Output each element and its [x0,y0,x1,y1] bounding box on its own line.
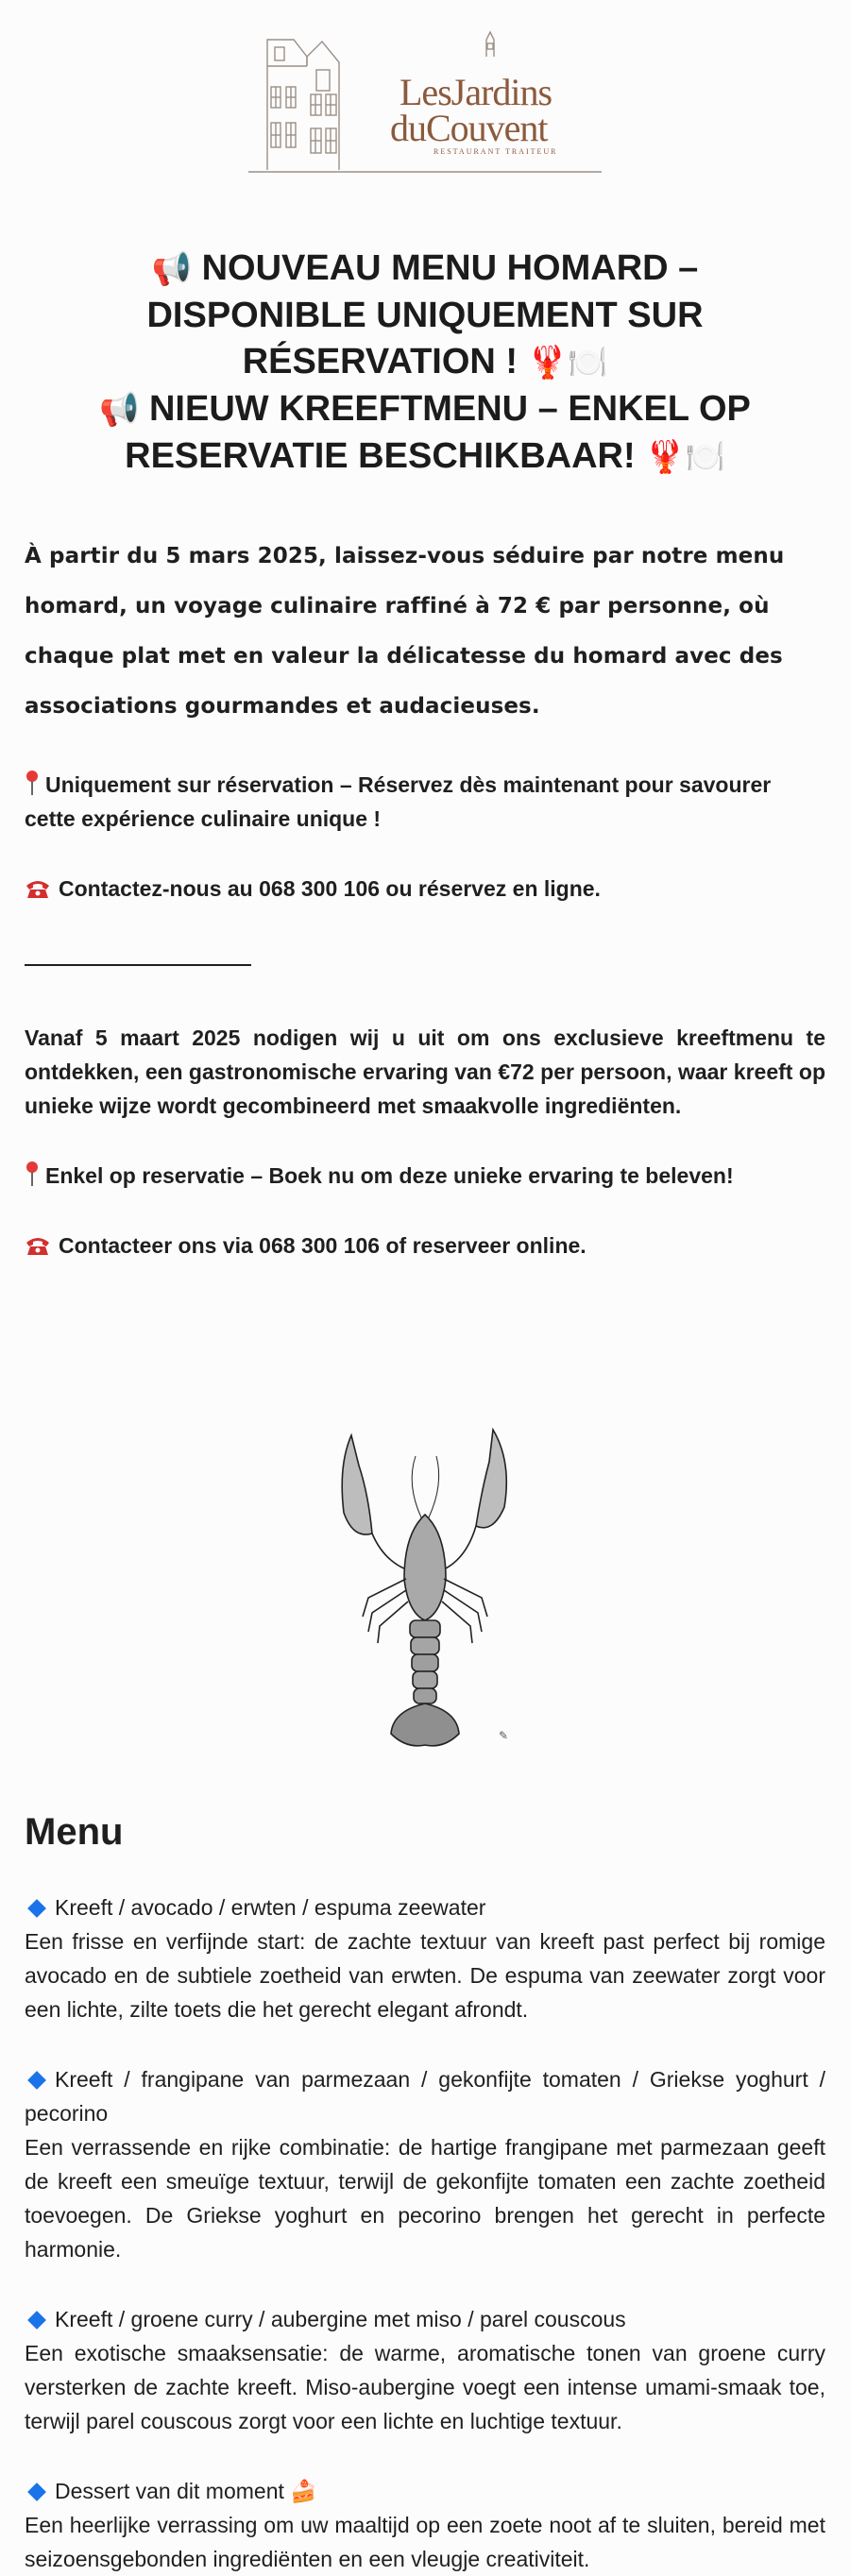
intro-nl: Vanaf 5 maart 2025 nodigen wij u uit om ons exclusieve kreeftmenu te ontdekken, een gastronomische ervaring van €72 per persoon, waar kreeft op unieke wijze wordt gecombineerd met smaakvolle ingrediënten. [25,1025,825,1118]
page-headline [62,246,788,481]
reservation-fr [25,768,825,836]
blue-diamond-icon [27,2311,46,2330]
blue-diamond-icon [27,2483,46,2501]
contact-fr [25,872,825,906]
pin-icon [25,1161,40,1187]
cake-icon: 🍰 [290,2479,317,2503]
contact-nl-text: Contacteer ons via 068 300 106 of reserveer online. [59,1233,586,1258]
headline-nl: NIEUW KREEFTMENU – ENKEL OP RESERVATIE BESCHIKBAAR! [125,389,751,476]
menu-title: Menu [25,1811,124,1853]
logo-line-2: duCouvent [390,107,548,149]
menu-item-title-text: Kreeft / avocado / erwten / espuma zeewater [55,1895,486,1920]
artist-mark: ✎ [499,1729,509,1742]
telephone-icon [25,878,51,899]
menu-item [25,1890,825,2026]
logo-tagline: RESTAURANT TRAITEUR [434,147,558,156]
divider [25,964,251,966]
logo-line-1: LesJardins [400,71,552,113]
plate-icon: 🍽️ [567,345,608,381]
menu-item-title-text: Dessert van dit moment [55,2479,284,2503]
contact-nl [25,1229,825,1263]
telephone-icon [25,1235,51,1256]
blue-diamond-icon [27,1899,46,1918]
reservation-nl [25,1159,825,1193]
menu-item-description: Een frisse en verfijnde start: de zachte textuur van kreeft past perfect bij romige avocado en de subtiele zoetheid van erwten. De espuma van zeewater zorgt voor een lichte, zilte toets die het gerecht elegant afrondt. [25,1929,825,2022]
menu-item-title [25,2062,825,2130]
lobster-illustration [331,1428,519,1753]
menu-item-description: Een heerlijke verrassing om uw maaltijd op een zoete noot af te sluiten, bereid met seizoensgebonden ingrediënten en een vleugje creativiteit. [25,2513,825,2571]
megaphone-icon: 📢 [151,251,193,287]
menu-item [25,2062,825,2266]
blue-diamond-icon [27,2071,46,2090]
menu-item-title [25,2302,825,2336]
logo-wordmark [390,71,558,156]
reservation-fr-text: Uniquement sur réservation – Réservez dès maintenant pour savourer cette expérience culinaire unique ! [25,772,772,831]
page [25,0,825,2576]
lobster-icon: 🦞 [527,345,568,381]
lobster-drawing-icon [331,1428,519,1753]
megaphone-icon: 📢 [99,392,140,428]
menu-item-title [25,2474,825,2508]
reservation-nl-text: Enkel op reservatie – Boek nu om deze unieke ervaring te beleven! [45,1163,734,1188]
menu-item-title-text: Kreeft / frangipane van parmezaan / gekonfijte tomaten / Griekse yoghurt / pecorino [25,2067,825,2126]
intro-fr: À partir du 5 mars 2025, laissez-vous séduire par notre menu homard, un voyage culinaire raffiné à 72 € par personne, où chaque plat met en valeur la délicatesse du homard avec des associations gourmandes et audacieuses. [25,544,785,719]
headline-fr: NOUVEAU MENU HOMARD – DISPONIBLE UNIQUEMENT SUR RÉSERVATION ! [146,248,704,381]
menu-item-description: Een verrassende en rijke combinatie: de hartige frangipane met parmezaan geeft de kreeft een smeuïge textuur, terwijl de gekonfijte tomaten een zachte zoetheid toevoegen. De Griekse yoghurt en pecorino brengen het gerecht in perfecte harmonie. [25,2135,825,2262]
lobster-icon: 🦞 [645,439,686,475]
menu-item-description: Een exotische smaaksensatie: de warme, aromatische tonen van groene curry versterken de zachte kreeft. Miso-aubergine voegt een intense umami-smaak toe, terwijl parel couscous zorgt voor een lichte en luchtige textuur. [25,2341,825,2433]
menu-item [25,2302,825,2438]
plate-icon: 🍽️ [685,439,725,475]
contact-fr-text: Contactez-nous au 068 300 106 ou réservez en ligne. [59,876,601,901]
menu-item-title [25,1890,825,1924]
menu-item-title-text: Kreeft / groene curry / aubergine met miso / parel couscous [55,2307,626,2331]
restaurant-logo[interactable] [248,28,602,181]
pin-icon [25,770,40,796]
